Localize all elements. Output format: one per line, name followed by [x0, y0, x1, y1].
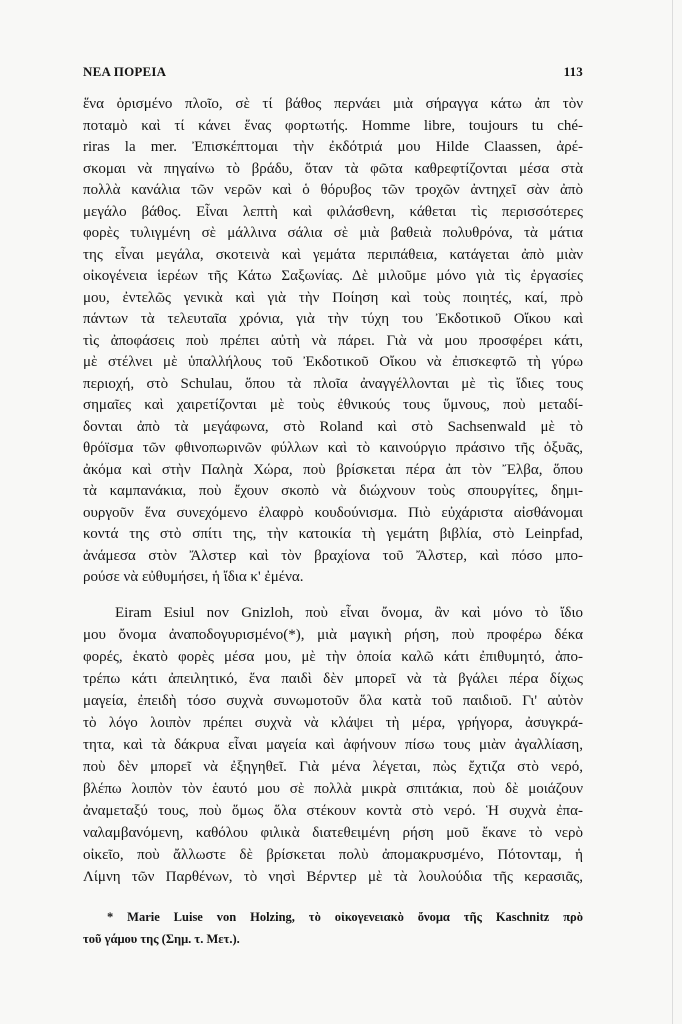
text-line: ἀνάμεσα στὸν Ἄλστερ καὶ τὸν βραχίονα τοῦ Ἄλστερ, καὶ πόσο μπο- — [83, 547, 583, 564]
text-line: πολλὰ κανάλια τῶν νερῶν καὶ ὁ θόρυβος τῶν τροχῶν ἀντηχεῖ σὰν ἀπὸ — [83, 182, 583, 198]
text-line: βλέπω λοιπὸν τὸν ἑαυτό μου σὲ πολλὰ μικρὰ σπιτάκια, ποὺ δὲ μοιάζουν — [83, 781, 583, 797]
paragraph — [83, 602, 583, 888]
text-line: μου ὄνομα ἀναποδογυρισμένο(*), μιὰ μαγικὴ ρήση, ποὺ προφέρω δέκα — [83, 627, 583, 643]
text-line: φορὲς τυλιγμένη σὲ μάλλινα σάλια σὲ μιὰ βαθειὰ πολυθρόνα, τὰ μάτια — [83, 225, 583, 241]
text-line: ρούσε νὰ εὐθυμήσει, ἡ ἴδια κ' ἐμένα. — [83, 569, 304, 585]
text-line: riras la mer. Ἐπισκέπτομαι τὴν ἐκδότριά μου Hilde Claassen, ἀρέ- — [83, 139, 583, 155]
text-line: τὰ καμπανάκια, ποὺ ἔχουν σκοπὸ νὰ διώχνουν τοὺς σπουργίτες, δημι- — [83, 483, 583, 499]
scan-edge-line — [672, 0, 673, 1024]
text-line: ἀκόμα καὶ στὴν Παληὰ Χώρα, ποὺ βρίσκεται πέρα ἀπ τὸν Ἔλβα, ὅπου — [83, 461, 583, 478]
text-line: ποὺ δὲν μπορεῖ νὰ ἐξηγηθεῖ. Γιὰ μένα λέγεται, πὼς ἔχτιζα στὸ νερό, — [83, 759, 583, 775]
page-number: 113 — [563, 64, 583, 79]
text-line: μὲ στέλνει μὲ ὑπαλλήλους τοῦ Ἐκδοτικοῦ Οἴκου νὰ ἐπισκεφτῶ τὴ γύρω — [83, 354, 583, 370]
text-line: πάντων τὰ τελευταῖα χρόνια, γιὰ τὴν τύχη του Ἐκδοτικοῦ Οἴκου καὶ — [83, 311, 583, 327]
text-line: περιοχή, στὸ Schulau, ὅπου τὰ πλοῖα ἀναγγέλλονται μὲ τὶς ἴδιες τους — [83, 375, 583, 392]
text-line: Λίμνη τῶν Παρθένων, τὸ νησὶ Βέρντερ μὲ τὰ λουλούδια τῆς κερασιᾶς, — [83, 869, 583, 885]
text-line: τὸ λόγο λοιπὸν πρέπει συχνὰ νὰ κλάψει τὴ μέρα, γρήγορα, ἀσυγκρά- — [83, 715, 583, 731]
text-line: κοντά της στὸ σπίτι της, τὴν κατοικία τὴ γεμάτη βιβλία, στὸ Leinpfad, — [83, 526, 583, 542]
footnote-line: * Marie Luise von Holzing, τὸ οἰκογενειακὸ ὄνομα τῆς Kaschnitz πρὸ — [107, 910, 583, 924]
text-line: οἰκογένεια ἱερέων τῆς Κάτω Σαξωνίας. Δὲ μιλοῦμε μόνο γιὰ τὶς ἐργασίες — [83, 268, 583, 284]
text-line: οἰκεῖο, ποὺ ἄλλωστε δὲ βρίσκεται πολὺ ἀπομακρυσμένο, Πότονταμ, ἡ — [83, 847, 583, 863]
text-line: θρόϊσμα τῶν φθινοπωρινῶν φύλλων καὶ τὸ καινούργιο πράσινο τῆς ὀξυᾶς, — [83, 440, 583, 456]
text-line: σημαῖες καὶ χαιρετίζονται μὲ τοὺς ἐθνικούς τους ὕμνους, ποὺ μεταδί- — [83, 397, 583, 413]
text-line: της εἶναι μεγάλα, σκοτεινὰ καὶ γεμάτα περιπάθεια, κατάγεται ἀπὸ μιὰν — [83, 246, 583, 263]
paragraph — [83, 94, 583, 589]
text-line: ναλαμβανόμενη, καθόλου φιλικὰ διατεθειμένη ρήση μοῦ ἔκανε τὸ νερὸ — [83, 825, 583, 841]
text-line: φορές, ἑκατὸ φορὲς μέσα μου, μὲ τὴν ὁποία καλῶ κάτι ἐπιθυμητό, ἀπο- — [83, 649, 583, 665]
text-line: δονται ἀπὸ τὰ μεγάφωνα, στὸ Roland καὶ στὸ Sachsenwald μὲ τὸ — [83, 418, 583, 435]
text-line: ποταμὸ καὶ τί κάνει ἕνας φορτωτής. Homme libre, toujours tu ché- — [83, 117, 583, 134]
text-line: ουργοῦν ἕνα συνεχόμενο ἐλαφρὸ κουδούνισμα. Πιὸ εὐχάριστα αἰσθάνομαι — [83, 504, 583, 521]
text-line: σκομαι νὰ πηγαίνω τὸ βράδυ, ὅταν τὰ φῶτα καθρεφτίζονται μέσα στὰ — [83, 160, 583, 177]
text-line: Eiram Esiul nov Gnizloh, ποὺ εἶναι ὄνομα, ἂν καὶ μόνο τὸ ἴδιο — [115, 605, 583, 621]
text-line: ἕνα ὁρισμένο πλοῖο, σὲ τί βάθος περνάει μιὰ σήραγγα κάτω ἀπ τὸν — [83, 96, 583, 112]
footnote — [83, 906, 583, 950]
text-line: τὶς ἀποφάσεις ποὺ πρέπει αὐτὴ νὰ πάρει. Γιὰ νὰ μου προσφέρει κάτι, — [83, 332, 583, 349]
text-line: μαγεία, ἐπειδὴ τόσο συχνὰ συνωμοτοῦν ὅλα κατὰ τοῦ παιδιοῦ. Γι' αὐτὸν — [83, 693, 583, 709]
text-line: ἀναμεταξύ τους, ποὺ ὅμως ὅλα στέκουν κοντὰ στὸ νερό. Ἡ συχνὰ ἐπα- — [83, 803, 583, 819]
header-title: ΝΕΑ ΠΟΡΕΙΑ — [83, 64, 167, 79]
text-line: τητα, καὶ τὰ δάκρυα εἶναι μαγεία καὶ ἀφήνουν πίσω τους μιὰν ἀγαλλίαση, — [83, 737, 583, 753]
text-line: τρέπω κάτι ἀπειλητικό, ἕνα παιδὶ δὲν μπορεῖ νὰ τὰ βγάλει πέρα δίχως — [83, 671, 583, 687]
running-header — [83, 62, 583, 82]
footnote-line: τοῦ γάμου της (Σημ. τ. Μετ.). — [83, 932, 240, 946]
text-line: μεγάλο βάθος. Εἶναι λεπτὴ καὶ φιλάσθενη, κάθεται τὶς περισσότερες — [83, 203, 583, 220]
text-line: μου, ἐντελῶς γενικὰ καὶ γιὰ τὴν Ποίηση καὶ τοὺς ποιητές, καί, πρὸ — [83, 289, 583, 306]
